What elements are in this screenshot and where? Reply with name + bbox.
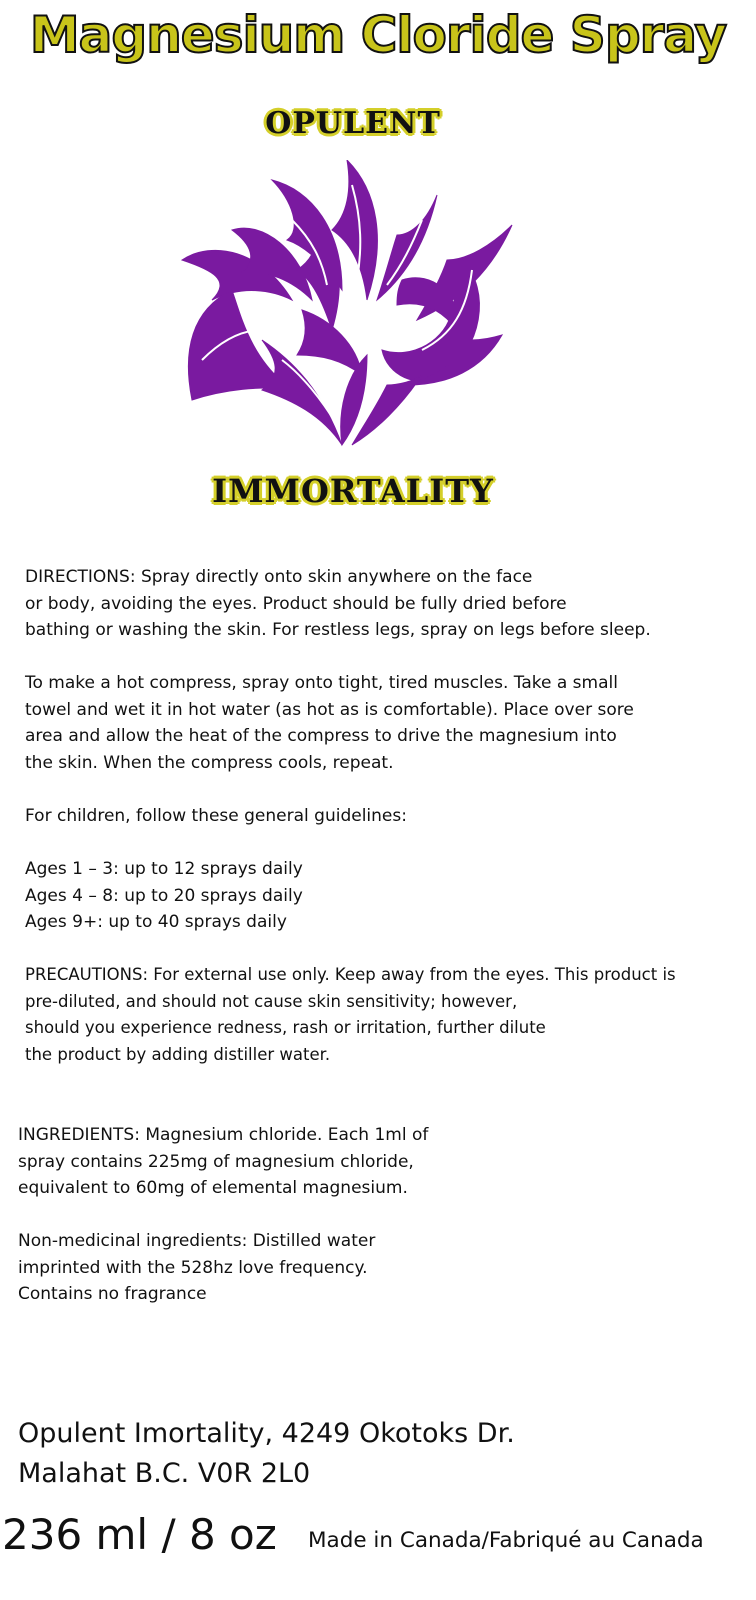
brand-name-top: OPULENT — [265, 106, 441, 141]
precautions-paragraph: PRECAUTIONS: For external use only. Keep away from the eyes. This product is pre-diluted, and should not cause skin sensitivity; however, should you experience redness, rash or irritation, further dilute the product by adding distiller water. — [25, 965, 676, 1064]
volume-label: 236 ml / 8 oz — [2, 1510, 277, 1559]
non-medicinal-ingredients: Non-medicinal ingredients: Distilled water imprinted with the 528hz love frequency. Contains no fragrance — [18, 1231, 376, 1304]
brand-name-bottom: IMMORTALITY — [212, 472, 494, 510]
ingredients-paragraph: INGREDIENTS: Magnesium chloride. Each 1ml of spray contains 225mg of magnesium chloride, equivalent to 60mg of elemental magnesium. — [18, 1125, 429, 1198]
directions-paragraph: DIRECTIONS: Spray directly onto skin anywhere on the face or body, avoiding the eyes. Product should be fully dried before bathing or washing the skin. For restless legs, spray on legs before sleep. — [25, 567, 651, 640]
made-in-label: Made in Canada/Fabriqué au Canada — [308, 1528, 704, 1553]
children-intro: For children, follow these general guidelines: — [25, 806, 407, 826]
lotus-flower-icon — [172, 160, 522, 450]
hot-compress-paragraph: To make a hot compress, spray onto tight, tired muscles. Take a small towel and wet it in hot water (as hot as is comfortable). Place over sore area and allow the heat of the compress to drive the magnesium into the skin. When the compress cools, repeat. — [25, 673, 634, 773]
product-title: Magnesium Cloride Spray — [29, 6, 727, 64]
children-dosage-list: Ages 1 – 3: up to 12 sprays daily Ages 4 – 8: up to 20 sprays daily Ages 9+: up to 40 sprays daily — [25, 859, 303, 932]
company-address: Opulent Imortality, 4249 Okotoks Dr. Malahat B.C. V0R 2L0 — [18, 1418, 515, 1489]
